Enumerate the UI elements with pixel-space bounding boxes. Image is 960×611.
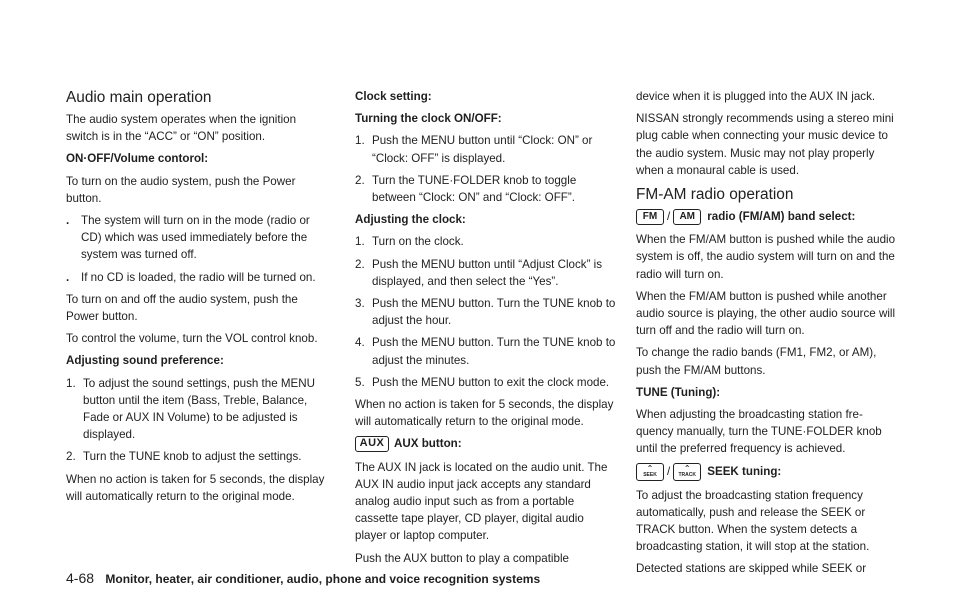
bullet-text: The system will turn on in the mode (radio or CD) which was used immediately before the system was turned off. bbox=[81, 214, 310, 262]
band-heading: radio (FM/AM) band select: bbox=[707, 210, 856, 224]
column-1 bbox=[66, 88, 328, 510]
step-text: Push the MENU button until “Adjust Clock” is displayed, and then select the “Yes”. bbox=[372, 257, 603, 288]
list-item bbox=[355, 132, 617, 166]
aux-button-icon: AUX bbox=[355, 436, 389, 452]
chevron-up-icon: ⌃ bbox=[683, 463, 691, 473]
nissan-text: NISSAN strongly recommends using a stereo mini plug cable when connecting your music device to the audio system. Music may not play properly when a monaural cable is used. bbox=[636, 112, 894, 177]
bullet-text: If no CD is loaded, the radio will be turned on. bbox=[81, 270, 316, 284]
clock-heading: Clock setting: bbox=[355, 90, 432, 103]
seek-button-row bbox=[636, 463, 898, 481]
list-item bbox=[355, 256, 617, 290]
sound-heading: Adjusting sound preference: bbox=[66, 354, 224, 368]
column-3 bbox=[636, 88, 898, 583]
fm-button-icon: FM bbox=[636, 209, 664, 225]
slash-separator: / bbox=[667, 210, 671, 224]
fmam-heading: FM-AM radio operation bbox=[636, 186, 794, 204]
step-number: 1. bbox=[355, 235, 365, 249]
seek-icon-label: SEEK bbox=[643, 471, 657, 478]
list-item bbox=[355, 172, 617, 206]
detected-text: Detected stations are skipped while SEEK or bbox=[636, 562, 867, 576]
list-item bbox=[355, 295, 617, 329]
am-button-icon: AM bbox=[673, 209, 701, 225]
onoff-heading: ON·OFF/Volume contorol: bbox=[66, 152, 209, 166]
band-button-row bbox=[636, 208, 898, 225]
step-number: 2. bbox=[66, 450, 76, 464]
step-text: Turn the TUNE·FOLDER knob to toggle between “Clock: ON” and “Clock: OFF”. bbox=[372, 173, 577, 205]
step-number: 3. bbox=[355, 297, 365, 311]
track-button-icon bbox=[673, 463, 701, 481]
adjust-timeout: When no action is taken for 5 seconds, the display will automatically return to the original mode. bbox=[355, 398, 614, 429]
page-number: 4-68 bbox=[66, 570, 95, 586]
onoff-text: To turn on the audio system, push the Power button. bbox=[66, 174, 296, 205]
slash-separator: / bbox=[667, 465, 671, 479]
step-text: Turn the TUNE knob to adjust the settings. bbox=[83, 450, 302, 464]
step-text: Push the MENU button until “Clock: ON” or “Clock: OFF” is displayed. bbox=[372, 134, 593, 165]
footer-title: Monitor, heater, air conditioner, audio, phone and voice recognition systems bbox=[105, 572, 541, 586]
step-text: Push the MENU button. Turn the TUNE knob to adjust the hour. bbox=[372, 297, 616, 328]
list-item bbox=[66, 375, 328, 444]
aux-cont: device when it is plugged into the AUX IN jack. bbox=[636, 90, 876, 103]
band-text-3: To change the radio bands (FM1, FM2, or AM), push the FM/AM buttons. bbox=[636, 346, 877, 377]
step-number: 2. bbox=[355, 257, 365, 271]
turn-off-text: To turn on and off the audio system, push the Power button. bbox=[66, 292, 298, 324]
step-number: 1. bbox=[66, 376, 76, 390]
aux-text: The AUX IN jack is located on the audio unit. The AUX IN audio input jack accepts any standard analog audio input such as from a portable cassette tape player, CD player, digital audio player or laptop computer. bbox=[355, 460, 608, 543]
clock-onoff-heading: Turning the clock ON/OFF: bbox=[355, 112, 502, 126]
audio-main-heading: Audio main operation bbox=[66, 89, 212, 106]
column-2 bbox=[355, 88, 617, 572]
track-icon-label: TRACK bbox=[678, 471, 696, 478]
tune-text: When adjusting the broadcasting station fre-quency manually, turn the TUNE·FOLDER knob until the preferred frequency is achieved. bbox=[636, 408, 882, 456]
step-text: Push the MENU button to exit the clock mode. bbox=[372, 375, 610, 389]
aux-heading: AUX button: bbox=[394, 437, 462, 451]
audio-intro: The audio system operates when the ignition switch is in the “ACC” or “ON” position. bbox=[66, 113, 297, 144]
list-item bbox=[355, 233, 617, 250]
tune-heading: TUNE (Tuning): bbox=[636, 385, 721, 399]
step-text: Turn on the clock. bbox=[372, 235, 464, 249]
bullet-item bbox=[66, 269, 328, 286]
band-text-2: When the FM/AM button is pushed while another audio source is playing, the other audio source will turn off and the radio will turn on. bbox=[636, 289, 896, 338]
step-number: 2. bbox=[355, 173, 365, 187]
step-text: To adjust the sound settings, push the MENU button until the item (Bass, Treble, Balance, Fade or AUX IN Volume) to be adjusted is displayed. bbox=[83, 376, 316, 442]
adjust-clock-heading: Adjusting the clock: bbox=[355, 213, 466, 227]
chevron-up-icon: ⌃ bbox=[646, 463, 654, 473]
list-item bbox=[66, 448, 328, 465]
step-number: 5. bbox=[355, 375, 365, 389]
bullet-item bbox=[66, 212, 328, 264]
seek-text: To adjust the broadcasting station frequency automatically, push and release the SEEK or TRACK button. When the system detects a broadcasting station, it will stop at the station. bbox=[636, 488, 870, 554]
list-item bbox=[355, 374, 617, 391]
sound-timeout: When no action is taken for 5 seconds, the display will automatically return to the original mode. bbox=[66, 472, 325, 503]
list-item bbox=[355, 334, 617, 368]
page-footer bbox=[66, 570, 540, 587]
aux-push: Push the AUX button to play a compatible bbox=[355, 551, 569, 565]
bullet-marker: . bbox=[66, 270, 70, 284]
step-number: 4. bbox=[355, 336, 365, 350]
bullet-marker: . bbox=[66, 214, 70, 228]
volume-text: To control the volume, turn the VOL control knob. bbox=[66, 332, 318, 346]
band-text-1: When the FM/AM button is pushed while the audio system is off, the audio system will turn on and the radio will turn on. bbox=[636, 233, 896, 281]
aux-button-row bbox=[355, 435, 617, 452]
seek-button-icon bbox=[636, 463, 664, 481]
step-number: 1. bbox=[355, 134, 365, 148]
step-text: Push the MENU button. Turn the TUNE knob to adjust the minutes. bbox=[372, 336, 616, 367]
seek-heading: SEEK tuning: bbox=[707, 465, 782, 479]
